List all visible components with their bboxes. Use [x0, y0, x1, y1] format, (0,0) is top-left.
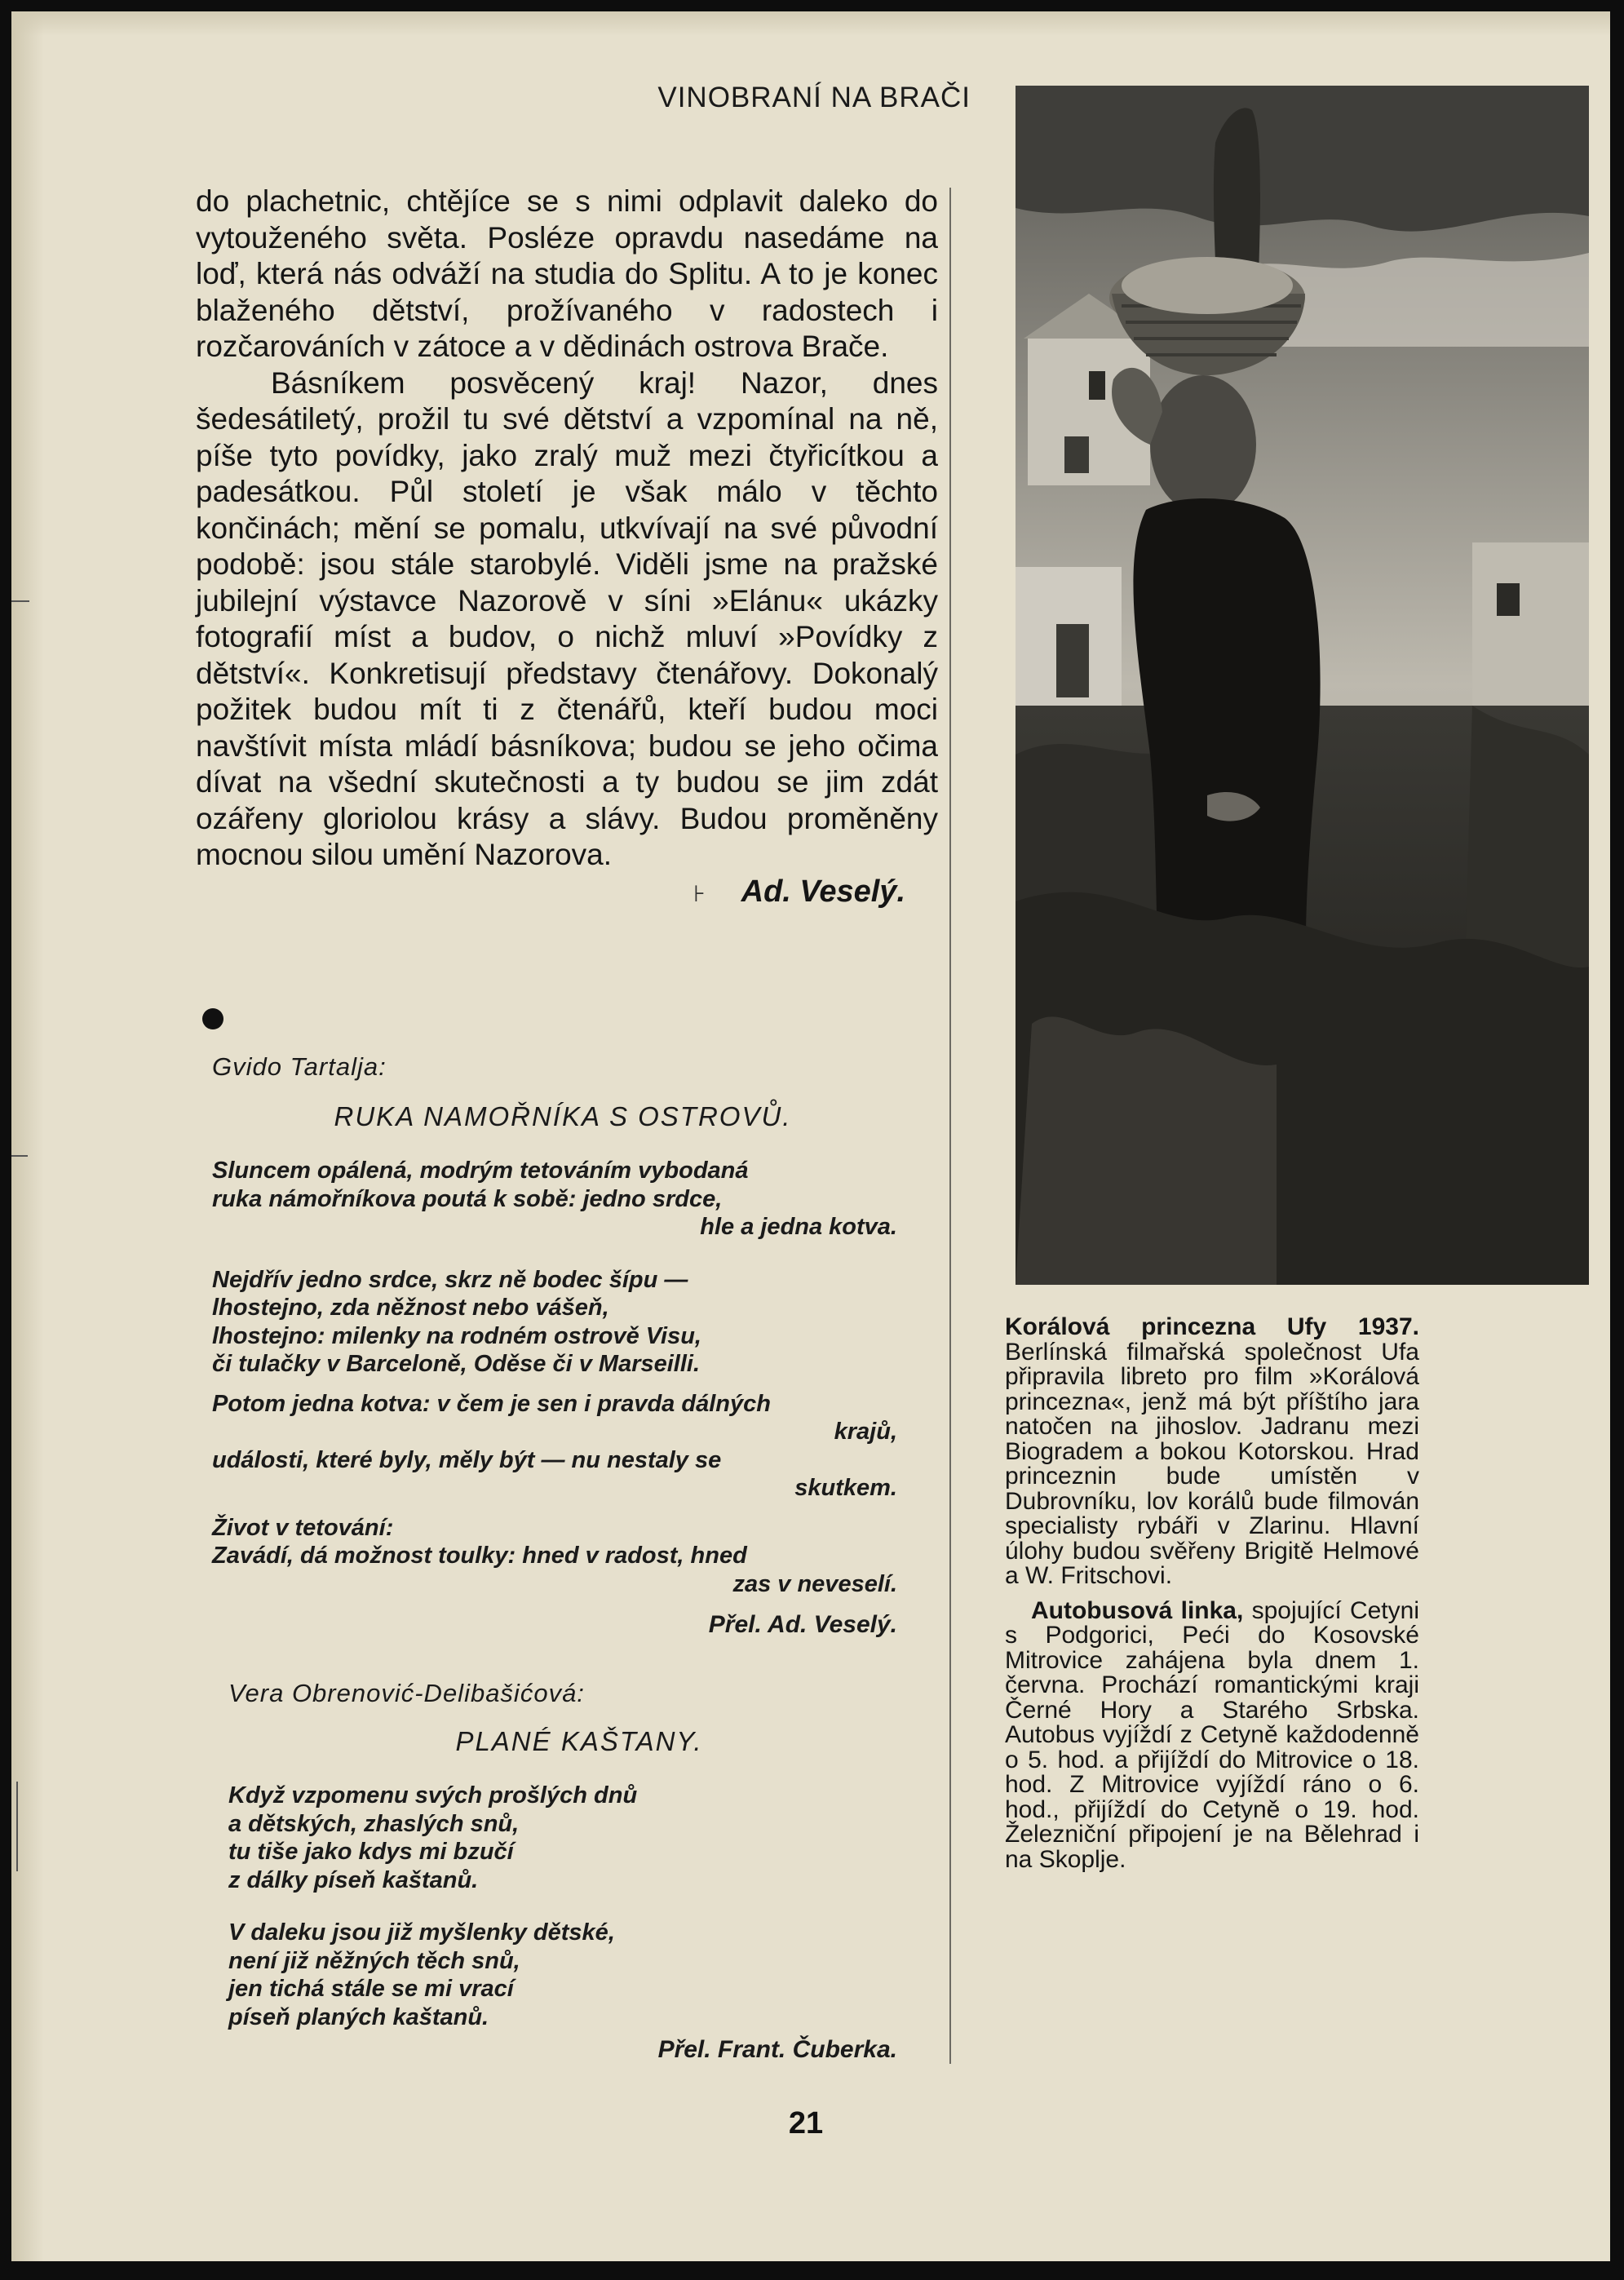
poem-line: ruka námořníkova poutá k sobě: jedno srdce,	[212, 1185, 723, 1212]
page-edge-shadow	[11, 11, 44, 2261]
poem-line: Když vzpomenu svých prošlých dnů	[228, 1782, 638, 1809]
running-title: VINOBRANÍ NA BRAČI	[657, 82, 971, 113]
article-signature	[196, 874, 938, 912]
news-body: spojující Cetyni s Podgorici, Peći do Kosovské Mitrovice zahájena byla dnem 1. června. Prochází romantickými kraji Černé Hory a Starého Srbska. Autobus vyjíždí z Cetyně každodenně o 5. hod. a přijíždí do Mitrovice o 18. hod. Z Mitrovice vyjíždí ráno o 6. hod., přijíždí do Cetyně o 19. hod. Železniční připojení je na Bělehrad i na Skoplje.	[1005, 1596, 1419, 1873]
news-lead: Autobusová linka,	[1031, 1596, 1244, 1624]
poem-author: Gvido Tartalja:	[212, 1052, 387, 1081]
poem-line: píseň planých kaštanů.	[228, 2003, 489, 2030]
poem-line: jen tichá stále se mi vrací	[228, 1976, 514, 2002]
poem-line: tu tiše jako kdys mi bzučí	[228, 1839, 514, 1865]
author-signature: Ad. Veselý.	[741, 874, 905, 909]
poem-line: zas v neveselí.	[732, 1570, 897, 1597]
poem-line: Zavádí, dá možnost toulky: hned v radost, hned	[212, 1543, 747, 1569]
article-paragraph: do plachetnic, chtějíce se s nimi odplavit daleko do vytouženého světa. Posléze opravdu nasedáme na loď, která nás odváží na studia do Splitu. A to je konec blaženého dětství, prožívaného v radostech i rozčarováních v zátoce a v dědinách ostrova Brače.	[196, 184, 938, 363]
poem-line: Potom jedna kotva: v čem je sen i pravda dálných	[212, 1390, 771, 1417]
poem-obrenovic	[228, 1679, 930, 2064]
poem-translator: Přel. Ad. Veselý.	[708, 1611, 897, 1638]
poem-stanza	[212, 1266, 914, 1379]
poem-line: události, které byly, měly být — nu nestaly se	[212, 1446, 722, 1473]
poem-line: krajů,	[834, 1419, 897, 1445]
photo-image	[1016, 86, 1589, 1285]
poem-title: RUKA NAMOŘNÍKA S OSTROVŮ.	[334, 1101, 792, 1131]
margin-scratch	[16, 1782, 18, 1871]
poem-line: V daleku jsou již myšlenky dětské,	[228, 1919, 615, 1946]
poem-line: lhostejno, zda něžnost nebo vášeň,	[212, 1295, 609, 1321]
running-header	[0, 82, 971, 114]
poem-line: skutkem.	[794, 1475, 897, 1501]
poem-tartalja	[212, 1052, 914, 1639]
poem-line: hle a jedna kotva.	[700, 1214, 897, 1240]
article-column	[196, 184, 938, 912]
poem-line: a dětských, zhaslých snů,	[228, 1810, 520, 1837]
article-paragraph: Básníkem posvěcený kraj! Nazor, dnes šedesátiletý, prožil tu své dětství a vzpomínal na ně, píše tyto povídky, jako zralý muž mezi čtyřicítkou a padesátkou. Půl století je však málo v těchto končinách; mění se pomalu, utkvívají na své původní podobě: jsou stále starobylé. Viděli jsme na pražské jubilejní výstavce Nazorově v síni »Elánu« ukázky fotografií míst a budov, o nichž mluví »Povídky z dětství«. Konkretisují představy čtenářovy. Dokonalý požitek budou mít ti z čtenářů, kteří budou moci navštívit místa mládí básníkova; budou se jeho očima dívat na všední skutečnosti a ty budou se jim zdát ozářeny gloriolou krásy a slávy. Budou proměněny mocnou silou umění Nazorova.	[196, 365, 938, 871]
margin-scratch	[11, 1155, 28, 1157]
poem-line: Sluncem opálená, modrým tetováním vybodaná	[212, 1158, 749, 1184]
poem-line: z dálky píseň kaštanů.	[228, 1866, 479, 1893]
poem-line: není již něžných těch snů,	[228, 1947, 520, 1974]
poem-title: PLANÉ KAŠTANY.	[455, 1726, 703, 1756]
news-column	[1005, 1315, 1419, 1882]
section-bullet-icon	[202, 1008, 223, 1029]
poem-stanza	[228, 1919, 930, 2031]
poem-stanza	[212, 1514, 914, 1599]
poem-line: Život v tetování:	[212, 1514, 394, 1541]
news-lead: Korálová princezna Ufy 1937.	[1005, 1313, 1419, 1340]
page-edge-shadow	[11, 11, 1610, 36]
poem-line: či tulačky v Barceloně, Oděse či v Marseilli.	[212, 1351, 701, 1377]
news-item-coral-princess	[1005, 1315, 1419, 1589]
poem-stanza	[212, 1157, 914, 1242]
poem-author: Vera Obrenović-Delibašićová:	[228, 1679, 585, 1707]
news-body: Berlínská filmařská společnost Ufa připravila libreto pro film »Korálová princezna«, jenž má být příštího jara natočen na jihoslov. Jadranu mezi Biogradem a bokou Kotorskou. Hrad princeznin bude umístěn v Dubrovníku, lov korálů bude filmován specialisty rybáři v Zlarinu. Hlavní úlohy budou svěřeny Brigitě Helmové a W. Fritschovi.	[1005, 1338, 1419, 1589]
poem-stanza	[212, 1390, 914, 1503]
page-number-text: 21	[788, 2106, 824, 2141]
poem-line: Nejdřív jedno srdce, skrz ně bodec šípu —	[212, 1266, 688, 1293]
page-number	[0, 2106, 1624, 2141]
news-item-bus-line	[1005, 1596, 1419, 1873]
column-divider	[949, 188, 951, 2064]
margin-mark: ⊦	[693, 880, 706, 906]
poem-translator: Přel. Frant. Čuberka.	[657, 2036, 897, 2063]
poem-stanza	[228, 1782, 930, 1894]
margin-scratch	[11, 600, 29, 602]
photo-woman-with-basket	[1016, 86, 1589, 1285]
poem-line: lhostejno: milenky na rodném ostrově Visu,	[212, 1322, 701, 1349]
